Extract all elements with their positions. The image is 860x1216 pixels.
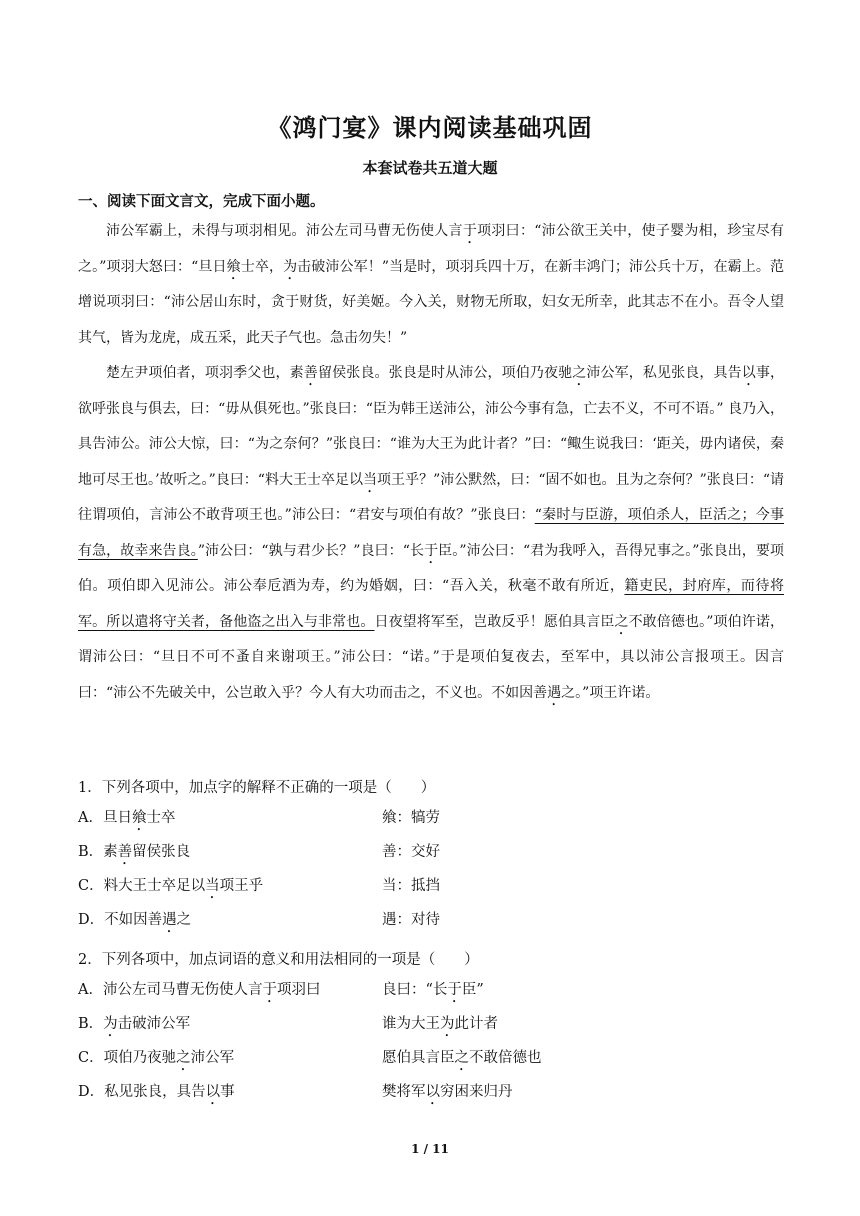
dotted-char: 为: [283, 258, 298, 275]
dotted-char: 当: [363, 471, 378, 488]
dotted-char: 之: [572, 365, 587, 381]
underlined-sentence-1: “秦时与臣游，项伯杀人，臣活之；今事有急，故幸来告良。: [78, 507, 784, 559]
passage-paragraph-1: 沛公军霸上，未得与项羽相见。沛公左司马曹无伤使人言于项羽曰：“沛公欲王关中，使子婴为相，珍宝尽有之。”项羽大怒曰：“旦日飨士卒，为击破沛公军！”当是时，项羽兵四十万，在新丰鸿门；沛公兵十万，在霸上。范增说项羽曰：“沛公居山东时，贪于财货，好美姬。今入关，财物无所取，妇女无所幸，此其志不在小。吾令人望其气，皆为龙虎，成五采，此天子气也。急击勿失！”: [78, 223, 785, 346]
document-subtitle: 本套试卷共五道大题: [362, 159, 498, 177]
page-number: 1 / 11: [411, 1142, 449, 1156]
passage-paragraph-2: 楚左尹项伯者，项羽季父也，素善留侯张良。张良是时从沛公，项伯乃夜驰之沛公军，私见张良，具告以事，欲呼张良与俱去，曰：“毋从俱死也。”张良曰：“臣为韩王送沛公，沛公今事有急，亡去不义，不可不语。” 良乃入，具告沛公。沛公大惊，曰：“为之奈何？”张良曰：“谁为大王为此计者？”曰：“鲰生说我曰：‘距关，毋内诸侯，秦地可尽王也。’故听之。”良曰：“料大王士卒足以当项王乎？”沛公默然，曰：“固不如也。且为之奈何？”张良曰：“请往谓项伯，言沛公不敢背项王也。”沛公曰：“君安与项伯有故？”张良曰：“秦时与臣游，项伯杀人，臣活之；今事有急，故幸来告良。”沛公曰：“孰与君少长？”良曰：“长于臣。”沛公曰：“君为我呼入，吾得兄事之。”张良出，要项伯。项伯即入见沛公。沛公奉卮酒为寿，约为婚姻，曰：“吾入关，秋毫不敢有所近，籍吏民，封府库，而待将军。所以遣将守关者，备他盗之出入与非常也。日夜望将军至，岂敢反乎！愿伯具言臣之不敢倍德也。”项伯许诺，谓沛公曰：“旦日不可不蚤自来谢项王。”沛公曰：“诺。”于是项伯复夜去，至军中，具以沛公言报项王。因言曰：“沛公不先破关中，公岂敢入乎？今人有大功而击之，不义也。不如因善遇之。”项王许诺。: [78, 365, 785, 701]
document-page: 《鸿门宴》课内阅读基础巩固 本套试卷共五道大题 一、阅读下面文言文，完成下面小题。 沛公军霸上，未得与项羽相见。沛公左司马曹无伤使人言于项羽曰：“沛公欲王关中，使子婴为相，珍宝尽有之。”项羽大怒曰：“旦日飨士卒，为击破沛公军！”当是时，项羽兵四十万，在新丰鸿门；沛公兵十万，在霸上。范增说项羽曰：“沛公居山东时，贪于财货，好美姬。今入关，财物无所取，妇女无所幸，此其志不在小。吾令人望其气，皆为龙虎，成五采，此天子气也。急击勿失！” 楚左尹项伯者，项羽季父也，素善留侯张良。张良是时从沛公，项伯乃夜驰之沛公军，私见张良，具告以事，欲呼张良与俱去，曰：“毋从俱死也。”张良曰：“臣为韩王送沛公，沛公今事有急，亡去不义，不可不语。” 良乃入，具告沛公。沛公大惊，曰：“为之奈何？”张良曰：“谁为大王为此计者？”曰：“鲰生说我曰：‘距关，毋内诸侯，秦地可尽王也。’故听之。”良曰：“料大王士卒足以当项王乎？”沛公默然，曰：“固不如也。且为之奈何？”张良曰：“请往谓项伯，言沛公不敢背项王也。”沛公曰：“君安与项伯有故？”张良曰：“秦时与臣游，项伯杀人，臣活之；今事有急，故幸来告良。”沛公曰：“孰与君少长？”良曰：“长于臣。”沛公曰：“君为我呼入，吾得兄事之。”张良出，要项伯。项伯即入见沛公。沛公奉卮酒为寿，约为婚姻，曰：“吾入关，秋毫不敢有所近，籍吏民，封府库，而待将军。所以遣将守关者，备他盗之出入与非常也。日夜望将军至，岂敢反乎！愿伯具言臣之不敢倍德也。”项伯许诺，谓沛公曰：“旦日不可不蚤自来谢项王。”沛公曰：“诺。”于是项伯复夜去，至军中，具以沛公言报项王。因言曰：“沛公不先破关中，公岂敢入乎？今人有大功而击之，不义也。不如因善遇之。”项王许诺。 1．下列各项中，加点字的解释不正确的一项是（ ） A．旦日飨士卒 飨：犒劳 B．素善留侯张良 善：交好 C．料大王士卒足以当项王乎 当：抵挡 D．不如因善遇之 遇：对待 2．下列各项中，加点词语的意义和用法相同的一项是（ ） A．沛公左司马曹无伤使人言于项羽曰 良曰：“长于臣” B．为击破沛公军 谁为大王为此计者 C．项伯乃夜驰之沛公军 愿伯具言臣之不敢倍德也 D．私见张良，具告以事 樊将军以穷困来归丹 1 / 11: [0, 0, 860, 1216]
dotted-char: 飨: [226, 258, 241, 275]
dotted-char: 于: [462, 223, 478, 239]
dotted-char: 于: [424, 542, 439, 559]
section-heading: 一、阅读下面文言文，完成下面小题。: [78, 193, 325, 210]
classical-passage: [78, 214, 784, 711]
dotted-char: 以: [741, 365, 756, 381]
dotted-char: 善: [303, 365, 318, 381]
dotted-char: 遇: [547, 684, 562, 701]
document-title: 《鸿门宴》课内阅读基础巩固: [267, 113, 593, 142]
dotted-char: 之: [614, 613, 629, 630]
question-2-stem: 2．下列各项中，加点词语的意义和用法相同的一项是（ ）: [78, 952, 479, 968]
question-1-stem: 1．下列各项中，加点字的解释不正确的一项是（ ）: [78, 780, 436, 796]
underlined-sentence-2: 籍吏民，封府库，而待将军。所以遣将守关者，备他盗之出入与非常也。: [78, 578, 784, 630]
